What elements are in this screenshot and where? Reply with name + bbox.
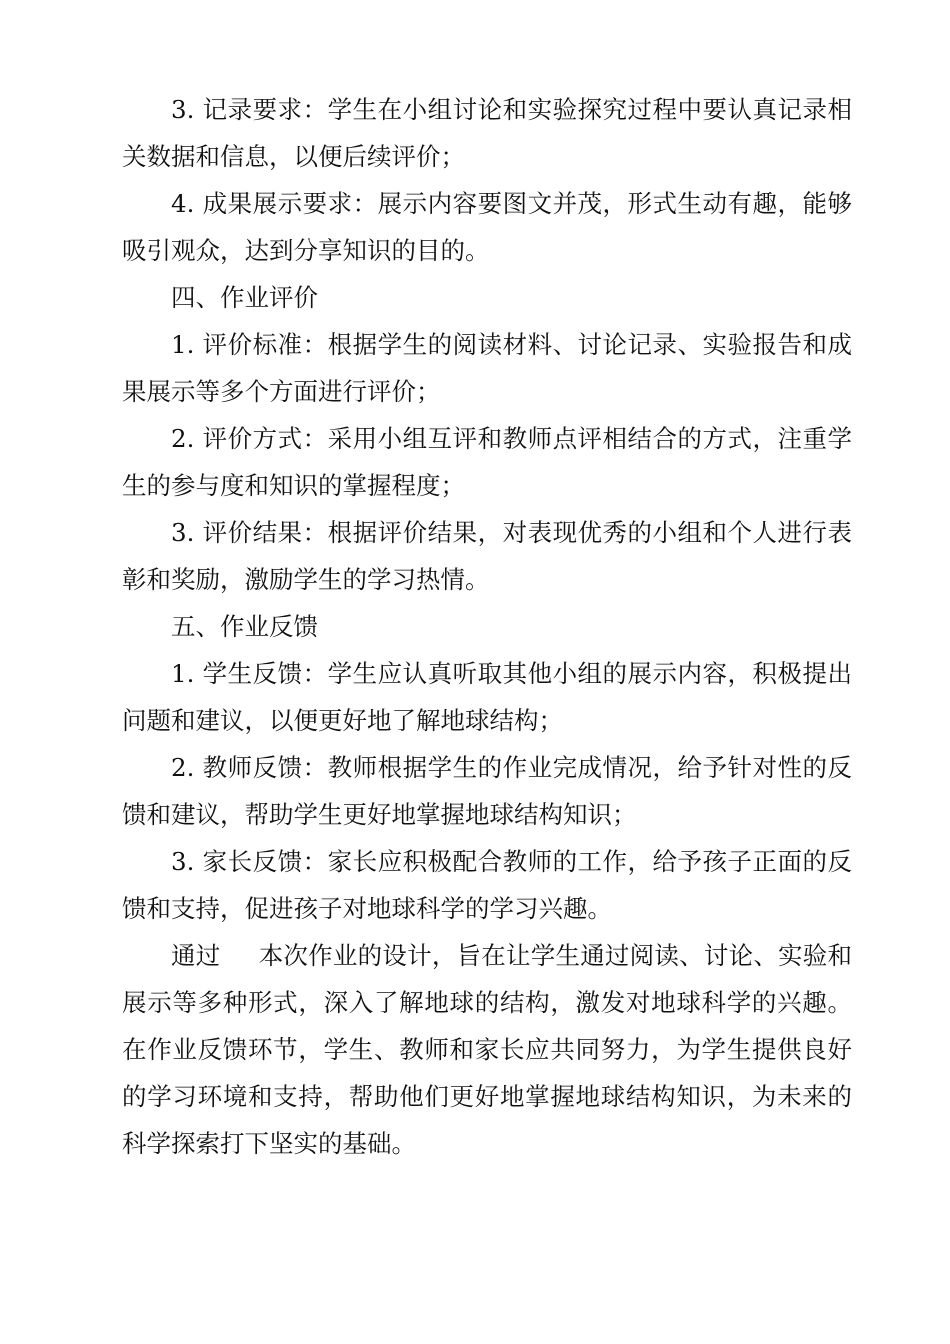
paragraph-evaluation-method: 2. 评价方式：采用小组互评和教师点评相结合的方式，注重学生的参与度和知识的掌握程度； <box>122 424 852 500</box>
paragraph-conclusion <box>122 932 852 1167</box>
section-heading-evaluation: 四、作业评价 <box>171 283 318 312</box>
section-heading-feedback: 五、作业反馈 <box>171 612 318 641</box>
paragraph-evaluation-results: 3. 评价结果：根据评价结果，对表现优秀的小组和个人进行表彰和奖励，激励学生的学习热情。 <box>122 518 852 594</box>
conclusion-lead: 通过 <box>171 941 221 970</box>
paragraph-parent-feedback: 3. 家长反馈：家长应积极配合教师的工作，给予孩子正面的反馈和支持，促进孩子对地球科学的学习兴趣。 <box>122 847 852 923</box>
document-body <box>122 86 852 1167</box>
paragraph-teacher-feedback: 2. 教师反馈：教师根据学生的作业完成情况，给予针对性的反馈和建议，帮助学生更好地掌握地球结构知识； <box>122 753 852 829</box>
conclusion-body: 本次作业的设计，旨在让学生通过阅读、讨论、实验和展示等多种形式，深入了解地球的结构，激发对地球科学的兴趣。在作业反馈环节，学生、教师和家长应共同努力，为学生提供良好的学习环境和支持，帮助他们更好地掌握地球结构知识，为未来的科学探索打下坚实的基础。 <box>122 941 853 1158</box>
paragraph-record-requirements: 3. 记录要求：学生在小组讨论和实验探究过程中要认真记录相关数据和信息，以便后续评价； <box>122 95 852 171</box>
paragraph-presentation-requirements: 4. 成果展示要求：展示内容要图文并茂，形式生动有趣，能够吸引观众，达到分享知识的目的。 <box>122 189 852 265</box>
paragraph-student-feedback: 1. 学生反馈：学生应认真听取其他小组的展示内容，积极提出问题和建议，以便更好地了解地球结构； <box>122 659 852 735</box>
paragraph-evaluation-criteria: 1. 评价标准：根据学生的阅读材料、讨论记录、实验报告和成果展示等多个方面进行评价； <box>122 330 852 406</box>
